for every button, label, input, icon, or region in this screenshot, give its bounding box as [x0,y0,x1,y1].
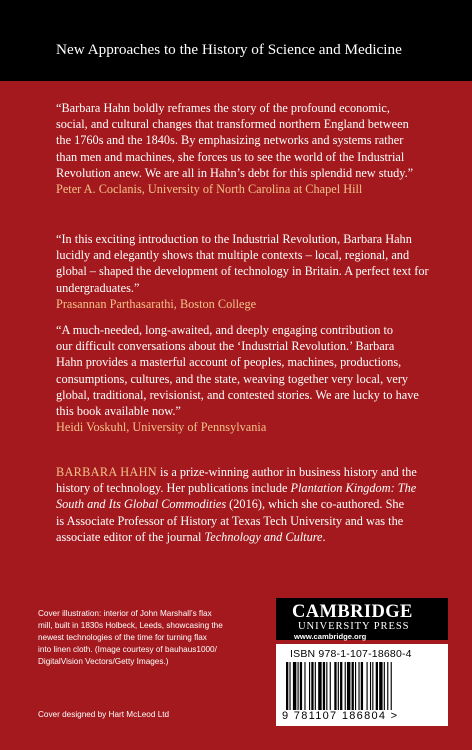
publisher-brand: CAMBRIDGE [292,602,413,622]
quote-line: Hahn provides a masterful account of peoples, machines, productions, [56,355,402,370]
quote-line: social, and cultural changes that transformed northern England between [56,117,409,132]
endorsement-quote [56,100,456,197]
barcode-digits: 9 781107 186804 > [282,710,399,722]
series-title: New Approaches to the History of Science and Medicine [56,41,402,58]
quote-line: “In this exciting introduction to the Industrial Revolution, Barbara Hahn [56,232,412,246]
endorsement-quote [56,322,456,435]
isbn-label: ISBN 978-1-107-18680-4 [290,648,412,660]
journal-title: Technology and Culture [204,529,323,544]
quote-line: “A much-needed, long-awaited, and deeply engaging contribution to [56,323,394,337]
quote-line: our difficult conversations about the ‘Industrial Revolution.’ Barbara [56,339,395,354]
endorsement-quote [56,231,456,312]
quote-line: than men and machines, she forces us to see the world of the Industrial [56,149,405,164]
publisher-logo [276,598,448,640]
bio-line: associate editor of the journal Technology and Culture. [56,529,326,544]
quote-attribution: Prasannan Parthasarathi, Boston College [56,296,257,311]
quote-line: Revolution anew. We are all in Hahn’s debt for this splendid new study.” [56,165,414,180]
quote-line: global, traditional, revisionist, and contested stories. We are lucky to have [56,387,419,402]
book-title: Plantation Kingdom: The [290,481,417,496]
quote-attribution: Heidi Voskuhl, University of Pennsylvania [56,420,267,435]
bio-line: is Associate Professor of History at Texas Tech University and was the [56,513,404,528]
quote-line: lucidly and elegantly shows that multiple contexts – local, regional, and [56,248,410,263]
barcode-icon [284,662,440,710]
bio-line: BARBARA HAHN is a prize-winning author in business history and the [56,465,417,479]
quote-line: global – shaped the development of technology in Britain. A perfect text for [56,264,429,279]
credit-line: into linen cloth. (Image courtesy of bauhaus1000/ [38,645,217,655]
cover-illustration-credit [38,608,270,668]
author-bio [56,464,456,545]
quote-line: this book available now.” [56,404,181,419]
quote-line: the 1760s and the 1840s. By emphasizing networks and systems rather [56,133,404,148]
bio-line: history of technology. Her publications include Plantation Kingdom: The [56,481,417,496]
bio-line: South and Its Global Commodities (2016), which she co-authored. She [56,497,405,512]
credit-line: newest technologies of the time for turning flax [38,633,207,643]
quote-line: “Barbara Hahn boldly reframes the story of the profound economic, [56,101,390,115]
quote-line: consumptions, cultures, and the state, weaving together very local, very [56,371,409,386]
author-name: BARBARA HAHN [56,465,157,479]
cover-designer-credit: Cover designed by Hart McLeod Ltd [38,710,170,719]
publisher-press: UNIVERSITY PRESS [298,621,410,632]
isbn-barcode-box [276,644,448,726]
credit-line: mill, built in 1830s Holbeck, Leeds, showcasing the [38,621,223,631]
quote-line: undergraduates.” [56,280,140,295]
publisher-website: www.cambridge.org [294,632,367,641]
credit-line: DigitalVision Vectors/Getty Images.) [38,657,169,667]
quote-attribution: Peter A. Coclanis, University of North Carolina at Chapel Hill [56,182,363,197]
book-title: South and Its Global Commodities [56,497,227,512]
credit-line: Cover illustration: interior of John Marshall’s flax [38,609,212,618]
